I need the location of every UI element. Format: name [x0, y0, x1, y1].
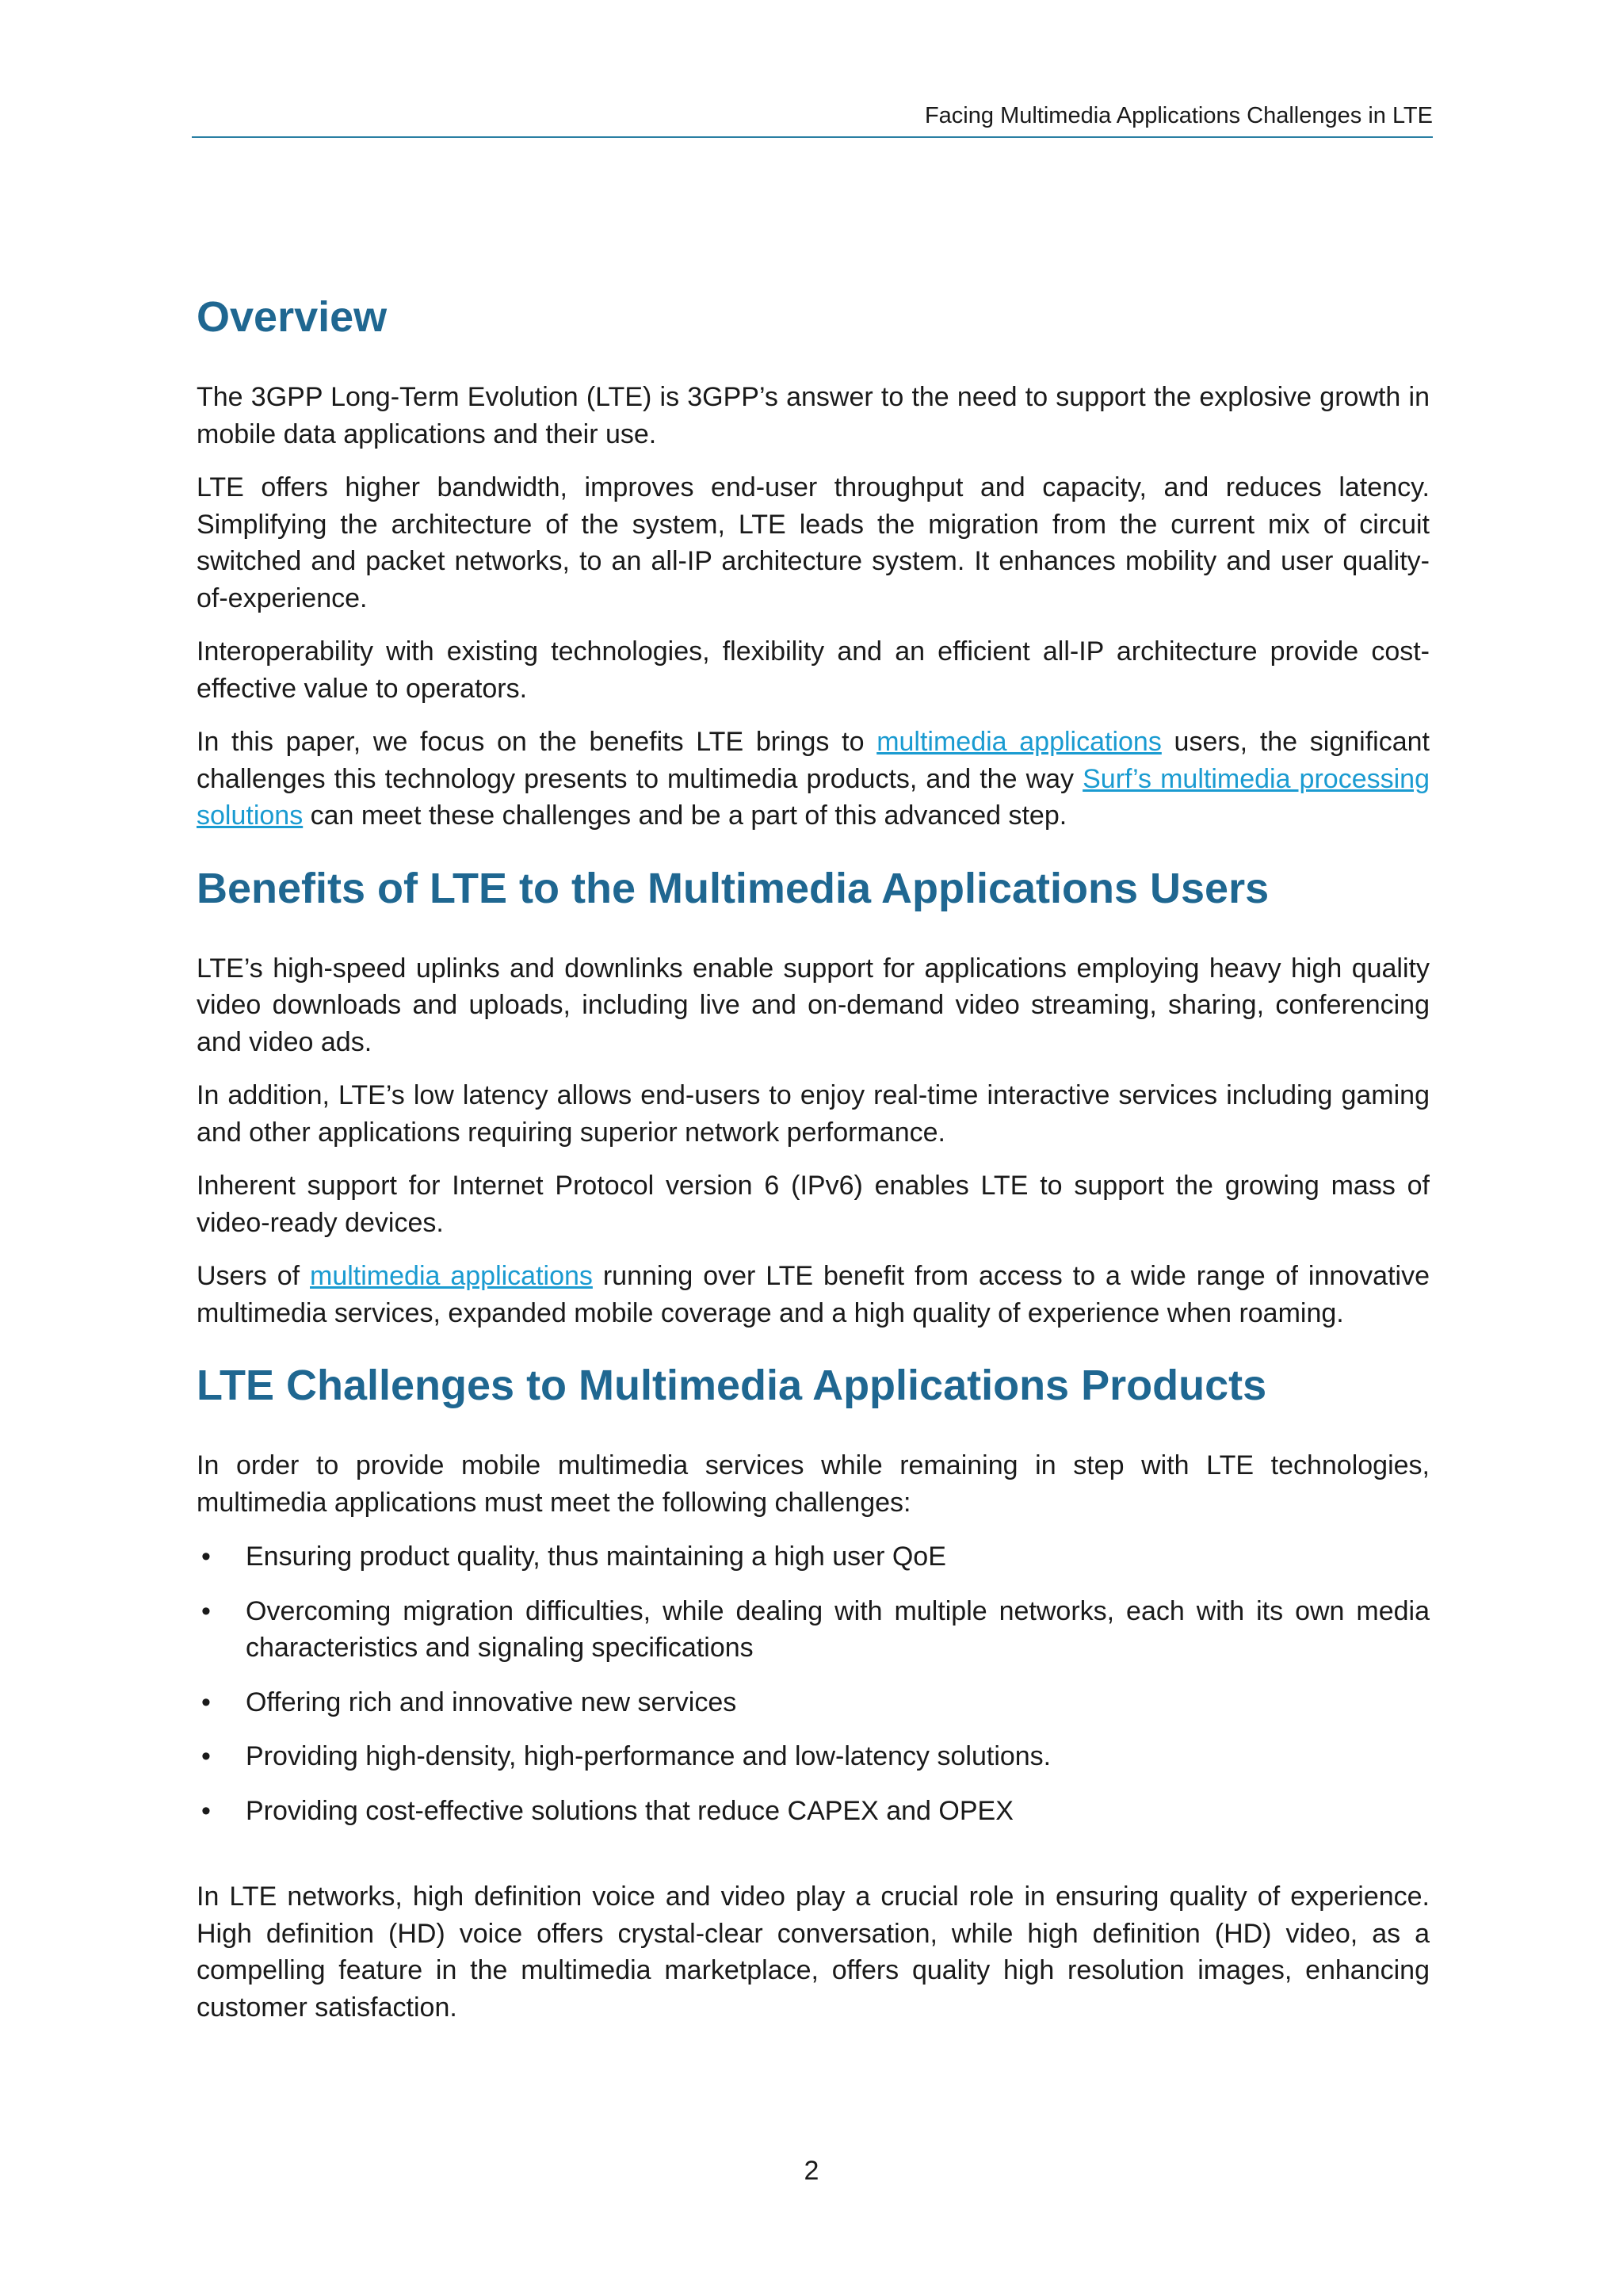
- overview-paragraph-2: LTE offers higher bandwidth, improves end-user throughput and capacity, and reduces latency. Simplifying the architecture of the system, LTE leads the migration from the current mix of circuit switched and packet networks, to an all-IP architecture system. It enhances mobility and user quality-of-experience.: [197, 472, 1430, 613]
- bullet-icon: •: [201, 1741, 211, 1771]
- list-item: [197, 1793, 1430, 1830]
- overview-paragraph-3: Interoperability with existing technologies, flexibility and an efficient all-IP architecture provide cost-effective value to operators.: [197, 636, 1430, 704]
- page-number: 2: [804, 2156, 819, 2186]
- heading-challenges: LTE Challenges to Multimedia Applications Products: [197, 1362, 1267, 1409]
- list-item-text: Providing high-density, high-performance and low-latency solutions.: [246, 1741, 1052, 1771]
- multimedia-applications-link[interactable]: multimedia applications: [876, 727, 1162, 757]
- bullet-icon: •: [201, 1595, 211, 1626]
- benefits-paragraph-3: Inherent support for Internet Protocol version 6 (IPv6) enables LTE to support the growing mass of video-ready devices.: [197, 1171, 1430, 1238]
- heading-benefits: Benefits of LTE to the Multimedia Applications Users: [197, 864, 1270, 912]
- list-item-text: Providing cost-effective solutions that reduce CAPEX and OPEX: [246, 1795, 1014, 1826]
- benefits-p4-text-b: running over LTE benefit from access to a wide range of innovative multimedia services, expanded mobile coverage and a high quality of experience when roaming.: [197, 1261, 1430, 1328]
- overview-p4-text-c: can meet these challenges and be a part of this advanced step.: [303, 800, 1067, 831]
- surf-multimedia-processing-link[interactable]: Surf’s multimedia processing solutions: [197, 763, 1430, 831]
- multimedia-applications-link-2[interactable]: multimedia applications: [310, 1261, 593, 1291]
- benefits-paragraph-1: LTE’s high-speed uplinks and downlinks enable support for applications employing heavy high quality video downloads and uploads, including live and on-demand video streaming, sharing, conferencing and video ads.: [197, 953, 1430, 1057]
- overview-p4-text-a: In this paper, we focus on the benefits LTE brings to: [197, 727, 877, 757]
- list-item-text: Overcoming migration difficulties, while dealing with multiple networks, each with its own media characteristics and signaling specifications: [246, 1595, 1430, 1663]
- benefits-paragraph-4: [197, 1258, 1430, 1331]
- list-item-text: Offering rich and innovative new services: [246, 1687, 737, 1717]
- running-header: [192, 98, 1433, 138]
- page-content: [197, 285, 1430, 2026]
- list-item: [197, 1593, 1430, 1667]
- challenges-intro: In order to provide mobile multimedia services while remaining in step with LTE technologies, multimedia applications must meet the following challenges:: [197, 1450, 1430, 1518]
- challenges-closing-paragraph: In LTE networks, high definition voice and video play a crucial role in ensuring quality of experience. High definition (HD) voice offers crystal-clear conversation, while high definition (HD) video, as a compelling feature in the multimedia marketplace, offers quality high resolution images, enhancing customer satisfaction.: [197, 1881, 1430, 2023]
- running-header-title: Facing Multimedia Applications Challenges in LTE: [924, 103, 1433, 128]
- benefits-paragraph-2: In addition, LTE’s low latency allows end-users to enjoy real-time interactive services including gaming and other applications requiring superior network performance.: [197, 1080, 1430, 1148]
- list-item: [197, 1738, 1430, 1775]
- challenges-list: [197, 1538, 1430, 1829]
- overview-p4-text-b: users, the significant challenges this technology presents to multimedia products, and the way: [197, 727, 1430, 794]
- list-item-text: Ensuring product quality, thus maintaining a high user QoE: [246, 1541, 946, 1572]
- bullet-icon: •: [201, 1541, 211, 1572]
- bullet-icon: •: [201, 1687, 211, 1717]
- bullet-icon: •: [201, 1795, 211, 1826]
- list-item: [197, 1684, 1430, 1721]
- heading-overview: Overview: [197, 293, 388, 341]
- overview-paragraph-1: The 3GPP Long-Term Evolution (LTE) is 3GPP’s answer to the need to support the explosive growth in mobile data applications and their use.: [197, 382, 1430, 449]
- overview-paragraph-4: [197, 724, 1430, 835]
- list-item: [197, 1538, 1430, 1576]
- benefits-p4-text-a: Users of: [197, 1261, 311, 1291]
